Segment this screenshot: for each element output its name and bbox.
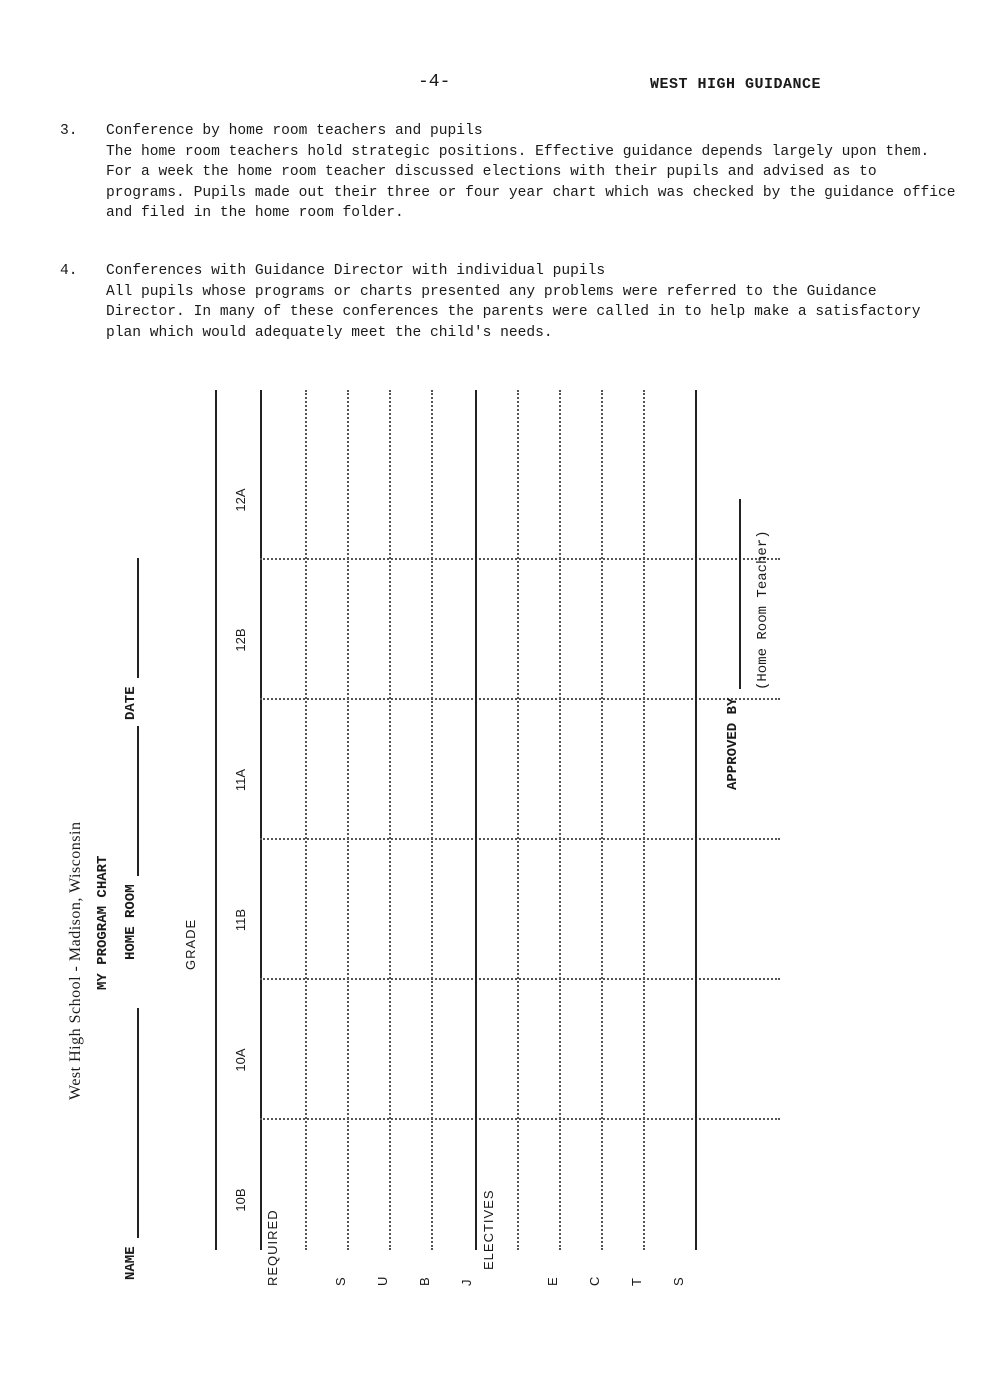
home-room-field[interactable] bbox=[123, 726, 139, 960]
item-heading: Conferences with Guidance Director with individual pupils bbox=[106, 263, 606, 279]
chart-row-rule bbox=[431, 390, 433, 1250]
chart-row-rule bbox=[389, 390, 391, 1250]
item-text: All pupils whose programs or charts presented any problems were referred to the Guidance Director. In many of these conferences the parents were called in to help make a satisfactory plan which would adequately meet the child's needs. bbox=[106, 283, 921, 341]
school-name: West High School - Madison, Wisconsin bbox=[67, 821, 84, 1100]
item-number: 4. bbox=[60, 263, 78, 279]
grade-bottom-rule bbox=[260, 390, 262, 1250]
item-heading: Conference by home room teachers and pupils bbox=[106, 123, 483, 139]
row-label: C bbox=[587, 1276, 602, 1286]
item-number: 3. bbox=[60, 123, 78, 139]
grade-header: 12B bbox=[233, 628, 248, 652]
column-divider bbox=[260, 978, 780, 980]
grade-top-rule bbox=[215, 390, 217, 1250]
home-room-label: HOME ROOM bbox=[123, 884, 139, 960]
approver-role: (Home Room Teacher) bbox=[755, 530, 771, 690]
program-chart-form bbox=[60, 380, 800, 1300]
grade-header: 11A bbox=[233, 768, 248, 792]
page-header: WEST HIGH GUIDANCE bbox=[650, 76, 822, 93]
chart-row-rule bbox=[517, 390, 519, 1250]
grade-label: GRADE bbox=[183, 918, 198, 970]
chart-row-rule bbox=[347, 390, 349, 1250]
electives-rule bbox=[475, 390, 477, 1250]
chart-row-rule bbox=[601, 390, 603, 1250]
list-item bbox=[60, 261, 960, 343]
grade-header: 11B bbox=[233, 908, 248, 932]
row-label: E bbox=[545, 1277, 560, 1286]
grade-header: 12A bbox=[233, 488, 248, 512]
row-label: J bbox=[459, 1279, 474, 1286]
date-label: DATE bbox=[123, 686, 139, 720]
row-label: S bbox=[333, 1277, 348, 1286]
approved-label: APPROVED BY bbox=[725, 697, 741, 790]
chart-bottom-rule bbox=[695, 390, 697, 1250]
name-label: NAME bbox=[123, 1246, 139, 1280]
electives-label: ELECTIVES bbox=[481, 1189, 496, 1270]
row-label: S bbox=[671, 1277, 686, 1286]
required-label: REQUIRED bbox=[265, 1209, 280, 1286]
row-label: B bbox=[417, 1277, 432, 1286]
grade-header: 10B bbox=[233, 1188, 248, 1212]
column-divider bbox=[260, 698, 780, 700]
chart-row-rule bbox=[643, 390, 645, 1250]
program-chart bbox=[65, 390, 795, 1290]
column-divider bbox=[260, 558, 780, 560]
date-field[interactable] bbox=[123, 558, 139, 720]
page-number: -4- bbox=[418, 72, 451, 92]
row-label: T bbox=[629, 1278, 644, 1286]
column-divider bbox=[260, 838, 780, 840]
list-item bbox=[60, 121, 960, 224]
chart-row-rule bbox=[305, 390, 307, 1250]
column-divider bbox=[260, 1118, 780, 1120]
chart-row-rule bbox=[559, 390, 561, 1250]
name-field[interactable] bbox=[123, 1008, 139, 1280]
chart-title: MY PROGRAM CHART bbox=[95, 855, 111, 990]
item-text: The home room teachers hold strategic positions. Effective guidance depends largely upon them. For a week the home room teacher discussed elections with their pupils and advised as to programs. Pupils made out their three or four year chart which was checked by the guidance office and filed in the home room folder. bbox=[106, 143, 956, 221]
row-label: U bbox=[375, 1276, 390, 1286]
grade-header: 10A bbox=[233, 1048, 248, 1072]
approved-by-field[interactable] bbox=[725, 499, 741, 790]
